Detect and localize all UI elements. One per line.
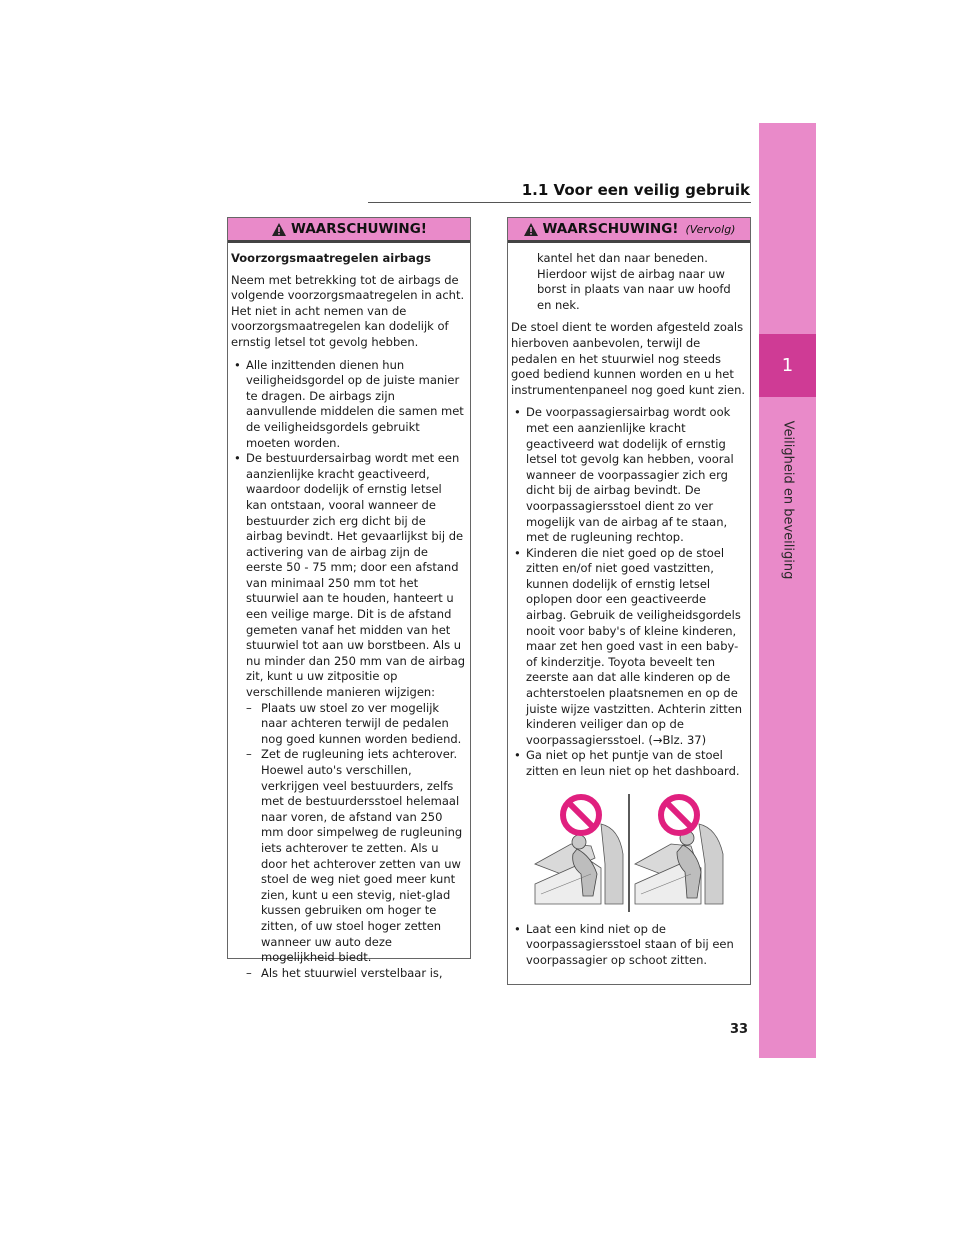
warning-triangle-icon — [523, 222, 539, 237]
warning-subtitle: (Vervolg) — [685, 222, 736, 236]
bullet-item: • Laat een kind niet op de voorpassagiersstoel staan of bij een voorpassagier op schoot zitten. — [511, 922, 746, 969]
header-divider — [368, 202, 751, 203]
warning-box-continued — [507, 217, 751, 985]
page-number: 33 — [730, 1022, 749, 1037]
bullet-item: • Ga niet op het puntje van de stoel zitten en leun niet op het dashboard. — [511, 748, 746, 779]
warning-title: WAARSCHUWING! — [542, 221, 679, 237]
prohibition-icon — [661, 797, 697, 833]
warning-title: WAARSCHUWING! — [291, 221, 427, 237]
section-title: 1.1 Voor een veilig gebruik — [521, 181, 750, 199]
chapter-label: Veiligheid en beveiliging — [780, 420, 796, 580]
dash-item: – Plaats uw stoel zo ver mogelijk naar achteren terwijl de pedalen nog goed kunnen worden bediend. — [246, 701, 466, 748]
passenger-leaning-illustration — [535, 824, 623, 904]
bullet-item: • Alle inzittenden dienen hun veiligheidsgordel op de juiste manier te dragen. De airbags zijn aanvullende middelen die samen met de veiligheidsgordels gebruikt moeten worden. — [231, 358, 466, 452]
bullet-item: • Kinderen die niet goed op de stoel zitten en/of niet goed vastzitten, kunnen dodelijk of ernstig letsel oplopen door een geactiveerde airbag. Gebruik de veiligheidsgordels nooit voor baby's of kleine kinderen, maar zet hen goed vast in een baby- of kinderzitje. Toyota beveelt ten zeerste aan dat alle kinderen op de achterstoelen plaatsnemen en op de juiste wijze vastzitten. Achterin zitten kinderen veiliger dan op de voorpassagiersstoel. (→Blz. 37) — [511, 546, 746, 749]
dash-item: – Als het stuurwiel verstelbaar is, — [246, 966, 466, 982]
warning-triangle-icon — [271, 222, 287, 237]
warning-box-airbags — [227, 217, 471, 980]
chapter-side-tab — [759, 123, 816, 1058]
bullet-item: • De voorpassagiersairbag wordt ook met een aanzienlijke kracht geactiveerd wat dodelijk of ernstig letsel tot gevolg kan hebben, vooral wanneer de voorpassagier zich erg dicht bij de airbag bevindt. De voorpassagiersstoel dient zo ver mogelijk van de airbag af te staan, met de rugleuning rechtop. — [511, 405, 746, 545]
warning-heading: Voorzorgsmaatregelen airbags — [231, 251, 431, 265]
prohibited-seating-illustration — [531, 794, 727, 912]
bullet-item — [231, 451, 466, 981]
chapter-number: 1 — [759, 334, 816, 397]
warning-header — [228, 218, 470, 243]
dash-item: – Zet de rugleuning iets achterover. Hoewel auto's verschillen, verkrijgen veel bestuurders, zelfs met de bestuurdersstoel helemaal naar voren, de afstand van 250 mm door simpelweg de rugleuning iets achterover te zetten. Als u door het achterover zetten van uw stoel de weg niet goed meer kunt zien, kunt u een stevig, niet-glad kussen gebruiken om hoger te zitten, of uw stoel hoger zetten wanneer uw auto deze mogelijkheid biedt. — [246, 747, 466, 965]
prohibition-icon — [563, 797, 599, 833]
warning-header — [508, 218, 750, 243]
continued-text: kantel het dan naar beneden. Hierdoor wijst de airbag naar uw borst in plaats van naar uw hoofd en nek. — [537, 251, 731, 312]
bullet-text: De bestuurdersairbag wordt met een aanzienlijke kracht geactiveerd, waardoor dodelijk of ernstig letsel kan ontstaan, vooral wanneer de bestuurder zich erg dicht bij de airbag bevindt. Het gevaarlijkst bij de activering van de airbag zijn de eerste 50 - 75 mm; door een afstand van minimaal 250 mm tot het stuurwiel aan te houden, hanteert u een veilige marge. Dit is de afstand gemeten vanaf het midden van het stuurwiel tot aan uw borstbeen. Als u nu minder dan 250 mm van de airbag zit, kunt u uw zitpositie op verschillende manieren wijzigen: — [246, 451, 466, 700]
warning-paragraph: De stoel dient te worden afgesteld zoals hierboven aanbevolen, terwijl de pedalen en het stuurwiel nog steeds goed bediend kunnen worden en u het instrumentenpaneel nog goed kunt zien. — [511, 320, 746, 397]
warning-intro: Neem met betrekking tot de airbags de volgende voorzorgsmaatregelen in acht. Het niet in acht nemen van de voorzorgsmaatregelen kan dodelijk of ernstig letsel tot gevolg hebben. — [231, 272, 465, 349]
